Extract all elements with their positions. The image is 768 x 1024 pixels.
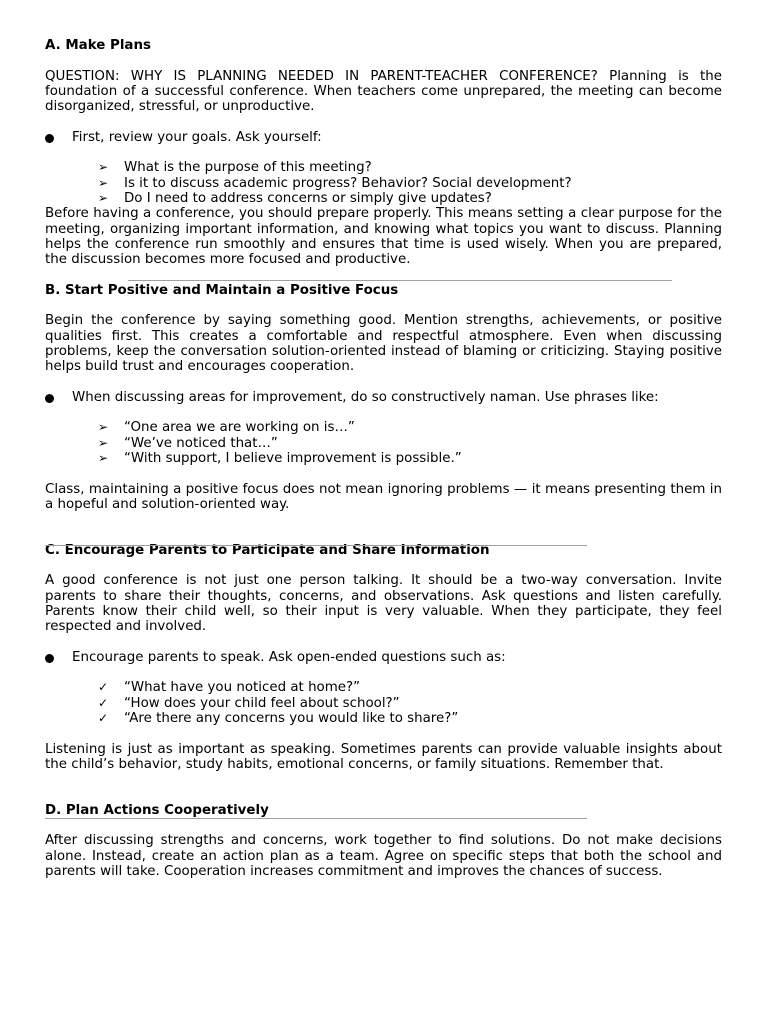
section-c-bullet-text: Encourage parents to speak. Ask open-ended questions such as: xyxy=(72,649,506,665)
divider-line xyxy=(45,545,587,546)
section-d-intro: After discussing strengths and concerns, work together to find solutions. Do not make decisions alone. Instead, create an action plan as a team. Agree on specific steps that both the school and parents will take. Cooperation increases commitment and improves the chances of success. xyxy=(45,833,722,880)
section-a-bullet-text: First, review your goals. Ask yourself: xyxy=(72,129,322,145)
list-item: ➢ “With support, I believe improvement is possible.” xyxy=(98,451,462,467)
bullet-dot-icon xyxy=(45,394,54,403)
list-item: ➢ “One area we are working on is…” xyxy=(98,420,355,436)
document-body xyxy=(45,38,722,879)
bullet-dot-icon xyxy=(45,654,54,663)
arrow-bullet-icon: ➢ xyxy=(98,190,109,205)
checkmark-icon: ✓ xyxy=(98,680,109,695)
arrow-bullet-icon: ➢ xyxy=(98,420,109,435)
divider-line xyxy=(45,818,587,819)
section-a-sub-list xyxy=(45,160,722,206)
section-a-closing: Before having a conference, you should prepare properly. This means setting a clear purpose for the meeting, organizing important information, and knowing what topics you want to discuss. Planning helps the conference run smoothly and ensures that time is used wisely. When you are prepared, the discussion becomes more focused and productive. xyxy=(45,206,722,268)
section-b-heading: B. Start Positive and Maintain a Positive Focus xyxy=(45,282,399,298)
arrow-bullet-icon: ➢ xyxy=(98,435,109,450)
section-c-bullet xyxy=(45,650,722,665)
section-b-intro: Begin the conference by saying something good. Mention strengths, achievements, or positive qualities first. This creates a comfortable and respectful atmosphere. Even when discussing problems, keep the conversation solution-oriented instead of blaming or criticizing. Staying positive helps build trust and encourages cooperation. xyxy=(45,313,722,375)
list-item: ➢ Do I need to address concerns or simply give updates? xyxy=(98,190,492,206)
arrow-bullet-icon: ➢ xyxy=(98,160,109,175)
section-c-sub-list xyxy=(45,680,722,726)
section-b-bullet xyxy=(45,390,722,405)
section-c-closing: Listening is just as important as speaking. Sometimes parents can provide valuable insights about the child’s behavior, study habits, emotional concerns, or family situations. Remember that. xyxy=(45,741,722,772)
section-b-bullet-text: When discussing areas for improvement, do so constructively naman. Use phrases like: xyxy=(72,389,659,405)
section-a-bullet xyxy=(45,130,722,145)
checkmark-icon: ✓ xyxy=(98,695,109,710)
list-item: ➢ Is it to discuss academic progress? Behavior? Social development? xyxy=(98,175,572,191)
section-c-intro: A good conference is not just one person talking. It should be a two-way conversation. Invite parents to share their thoughts, concerns, and observations. Ask questions and listen carefully. Parents know their child well, so their input is very valuable. When they participate, they feel respected and involved. xyxy=(45,573,722,635)
section-c-heading: C. Encourage Parents to Participate and Share Information xyxy=(45,542,490,558)
list-item: ✓ “Are there any concerns you would like to share?” xyxy=(98,711,459,727)
arrow-bullet-icon: ➢ xyxy=(98,451,109,466)
section-a-intro: QUESTION: WHY IS PLANNING NEEDED IN PARENT-TEACHER CONFERENCE? Planning is the foundation of a successful conference. When teachers come unprepared, the meeting can become disorganized, stressful, or unproductive. xyxy=(45,68,722,115)
list-item: ➢ What is the purpose of this meeting? xyxy=(98,160,372,176)
list-item: ➢ “We’ve noticed that…” xyxy=(98,435,278,451)
checkmark-icon: ✓ xyxy=(98,711,109,726)
section-b-sub-list xyxy=(45,420,722,466)
section-d-heading: D. Plan Actions Cooperatively xyxy=(45,802,269,818)
section-a-heading: A. Make Plans xyxy=(45,38,151,53)
list-item: ✓ “What have you noticed at home?” xyxy=(98,680,361,696)
bullet-dot-icon xyxy=(45,134,54,143)
divider-line xyxy=(128,280,672,281)
list-item: ✓ “How does your child feel about school?” xyxy=(98,695,400,711)
section-b-closing: Class, maintaining a positive focus does not mean ignoring problems — it means presenting them in a hopeful and solution-oriented way. xyxy=(45,481,722,512)
arrow-bullet-icon: ➢ xyxy=(98,175,109,190)
